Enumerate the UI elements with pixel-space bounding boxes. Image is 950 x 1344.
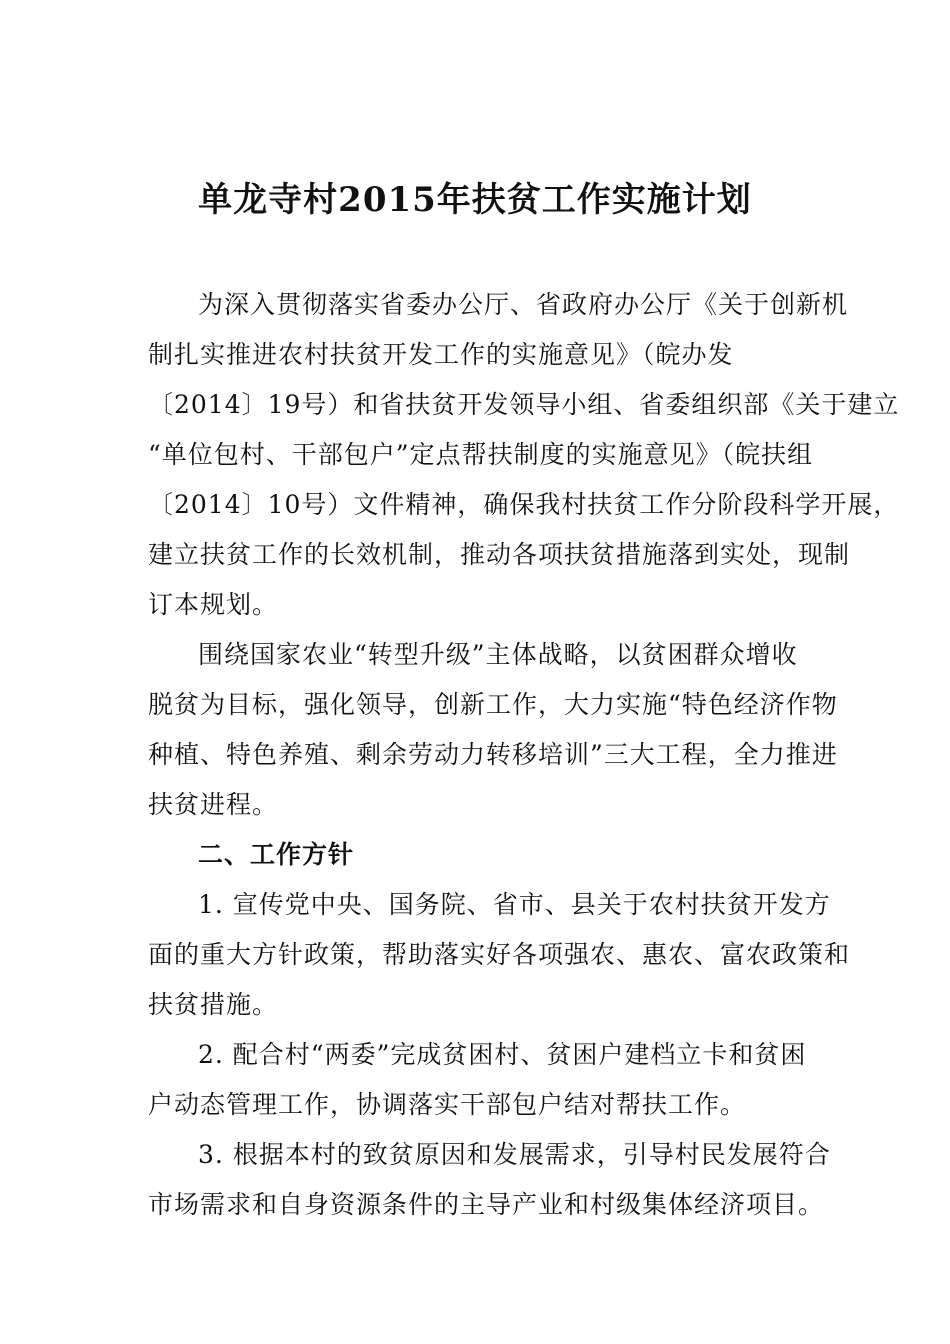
document-body bbox=[148, 280, 900, 1230]
list-item-2 bbox=[148, 1030, 818, 1130]
text-line: 为深入贯彻落实省委办公厅、省政府办公厅《关于创新机 bbox=[198, 290, 849, 319]
text-line: 〔2014〕19号）和省扶贫开发领导小组、省委组织部《关于建立 bbox=[148, 390, 900, 419]
list-item-3 bbox=[148, 1130, 831, 1230]
text-line: 〔2014〕10号）文件精神，确保我村扶贫工作分阶段科学开展， bbox=[148, 490, 900, 519]
section-heading bbox=[148, 830, 818, 880]
list-item-1 bbox=[148, 880, 851, 1030]
text-line: 3. 根据本村的致贫原因和发展需求，引导村民发展符合 bbox=[198, 1140, 831, 1169]
text-line: 建立扶贫工作的长效机制，推动各项扶贫措施落到实处，现制 bbox=[148, 540, 851, 569]
heading-text: 二、工作方针 bbox=[198, 840, 355, 869]
text-line: 面的重大方针政策，帮助落实好各项强农、惠农、富农政策和 bbox=[148, 940, 851, 969]
paragraph-strategy bbox=[148, 630, 838, 830]
text-line: 市场需求和自身资源条件的主导产业和村级集体经济项目。 bbox=[148, 1190, 825, 1219]
paragraph-intro bbox=[148, 280, 900, 630]
text-line: 制扎实推进农村扶贫开发工作的实施意见》（皖办发 bbox=[148, 340, 734, 369]
document-title: 单龙寺村2015年扶贫工作实施计划 bbox=[198, 180, 752, 220]
text-line: 户动态管理工作，协调落实干部包户结对帮扶工作。 bbox=[148, 1090, 747, 1119]
text-line: 1. 宣传党中央、国务院、省市、县关于农村扶贫开发方 bbox=[198, 890, 831, 919]
text-line: 种植、特色养殖、剩余劳动力转移培训”三大工程，全力推进 bbox=[148, 740, 838, 769]
text-line: 订本规划。 bbox=[148, 590, 279, 619]
text-line: 扶贫措施。 bbox=[148, 990, 279, 1019]
text-line: 扶贫进程。 bbox=[148, 790, 279, 819]
text-line: 脱贫为目标，强化领导，创新工作，大力实施“特色经济作物 bbox=[148, 690, 838, 719]
text-line: “单位包村、干部包户”定点帮扶制度的实施意见》（皖扶组 bbox=[148, 440, 814, 469]
text-line: 2. 配合村“两委”完成贫困村、贫困户建档立卡和贫困 bbox=[198, 1040, 807, 1069]
text-line: 围绕国家农业“转型升级”主体战略，以贫困群众增收 bbox=[198, 640, 798, 669]
